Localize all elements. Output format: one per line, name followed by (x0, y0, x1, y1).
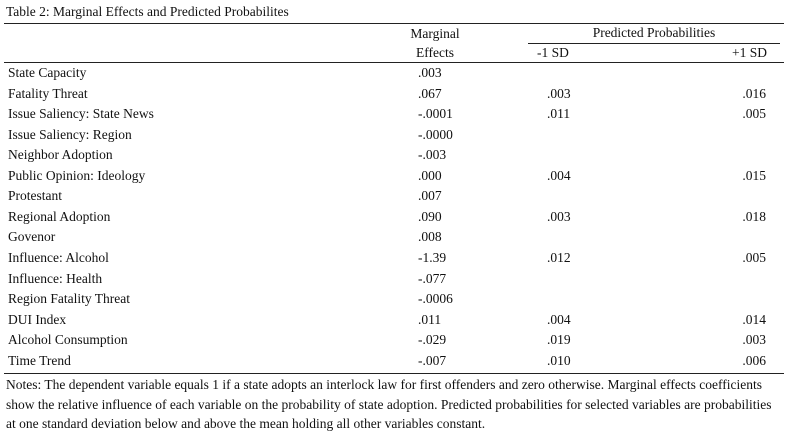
marginal-effect-cell: .003 (418, 65, 442, 80)
marginal-effect-cell: -.003 (418, 147, 447, 163)
marginal-effect-cell: -.0006 (418, 291, 453, 307)
table-caption: Table 2: Marginal Effects and Predicted Probabilites (6, 4, 289, 19)
predicted-probabilities-rule (528, 43, 780, 44)
table-row (0, 207, 788, 228)
variable-cell: Public Opinion: Ideology (8, 167, 146, 183)
variable-cell: Region Fatality Threat (8, 291, 130, 307)
plus-sd-cell: .014 (742, 311, 766, 327)
table-row (0, 248, 788, 269)
marginal-effect-cell: -.029 (418, 332, 447, 348)
top-rule (4, 23, 784, 24)
minus-sd-cell: .019 (547, 332, 571, 348)
table-row (0, 166, 788, 187)
marginal-effect-cell: -.077 (418, 270, 447, 286)
variable-cell: Time Trend (8, 352, 71, 368)
marginal-effect-cell: -.0000 (418, 126, 453, 142)
marginal-effect-cell: -.007 (418, 352, 447, 368)
header-predicted-probabilities: Predicted Probabilities (592, 25, 716, 40)
table-notes: Notes: The dependent variable equals 1 if a state adopts an interlock law for first offenders and zero otherwise. Marginal effects coefficients show the relative influence of each variable on the probability of state adoption. Predicted probabilities for selected variables are probabilities at one standard deviation below and above the mean holding all other variables constant. (6, 377, 772, 432)
variable-cell: Protestant (8, 188, 62, 204)
table-row (0, 310, 788, 331)
table-row (0, 63, 788, 84)
minus-sd-cell: .003 (547, 85, 571, 101)
marginal-effect-cell: -.0001 (418, 106, 453, 122)
marginal-effect-cell: .011 (418, 311, 442, 327)
table-row (0, 145, 788, 166)
bottom-rule (4, 373, 784, 374)
table-row (0, 84, 788, 105)
minus-sd-cell: .011 (547, 106, 571, 122)
variable-cell: DUI Index (8, 311, 67, 327)
plus-sd-cell: .003 (742, 332, 766, 348)
variable-cell: Neighbor Adoption (8, 147, 113, 163)
marginal-effect-cell: .000 (418, 167, 442, 183)
plus-sd-cell: .018 (742, 208, 766, 224)
marginal-effect-cell: .067 (418, 85, 442, 101)
minus-sd-cell: .010 (547, 352, 571, 368)
marginal-effect-cell: .008 (418, 229, 442, 245)
table-row (0, 330, 788, 351)
table-row (0, 269, 788, 290)
header-plus-sd: +1 SD (732, 45, 767, 60)
minus-sd-cell: .004 (547, 167, 571, 183)
header-minus-sd: -1 SD (537, 45, 569, 60)
variable-cell: Fatality Threat (8, 85, 88, 101)
minus-sd-cell: .004 (547, 311, 571, 327)
table-row (0, 289, 788, 310)
table-row (0, 351, 788, 372)
variable-cell: Issue Saliency: State News (8, 106, 154, 122)
table-row (0, 186, 788, 207)
variable-cell: Influence: Health (8, 270, 103, 286)
variable-cell: Govenor (8, 229, 56, 245)
minus-sd-cell: .012 (547, 249, 571, 265)
minus-sd-cell: .003 (547, 208, 571, 224)
header-marginal-line1: Marginal (410, 26, 460, 41)
variable-cell: Influence: Alcohol (8, 249, 109, 265)
variable-cell: Alcohol Consumption (8, 332, 128, 348)
plus-sd-cell: .006 (742, 352, 766, 368)
header-marginal-line2: Effects (416, 45, 454, 60)
plus-sd-cell: .005 (742, 249, 766, 265)
table-row (0, 227, 788, 248)
plus-sd-cell: .015 (742, 167, 766, 183)
table-row (0, 125, 788, 146)
marginal-effect-cell: .007 (418, 188, 442, 204)
variable-cell: Issue Saliency: Region (8, 126, 132, 142)
variable-cell: State Capacity (8, 65, 87, 80)
marginal-effect-cell: .090 (418, 208, 442, 224)
marginal-effect-cell: -1.39 (418, 249, 447, 265)
variable-cell: Regional Adoption (8, 208, 111, 224)
table-row (0, 104, 788, 125)
plus-sd-cell: .005 (742, 106, 766, 122)
plus-sd-cell: .016 (742, 85, 766, 101)
